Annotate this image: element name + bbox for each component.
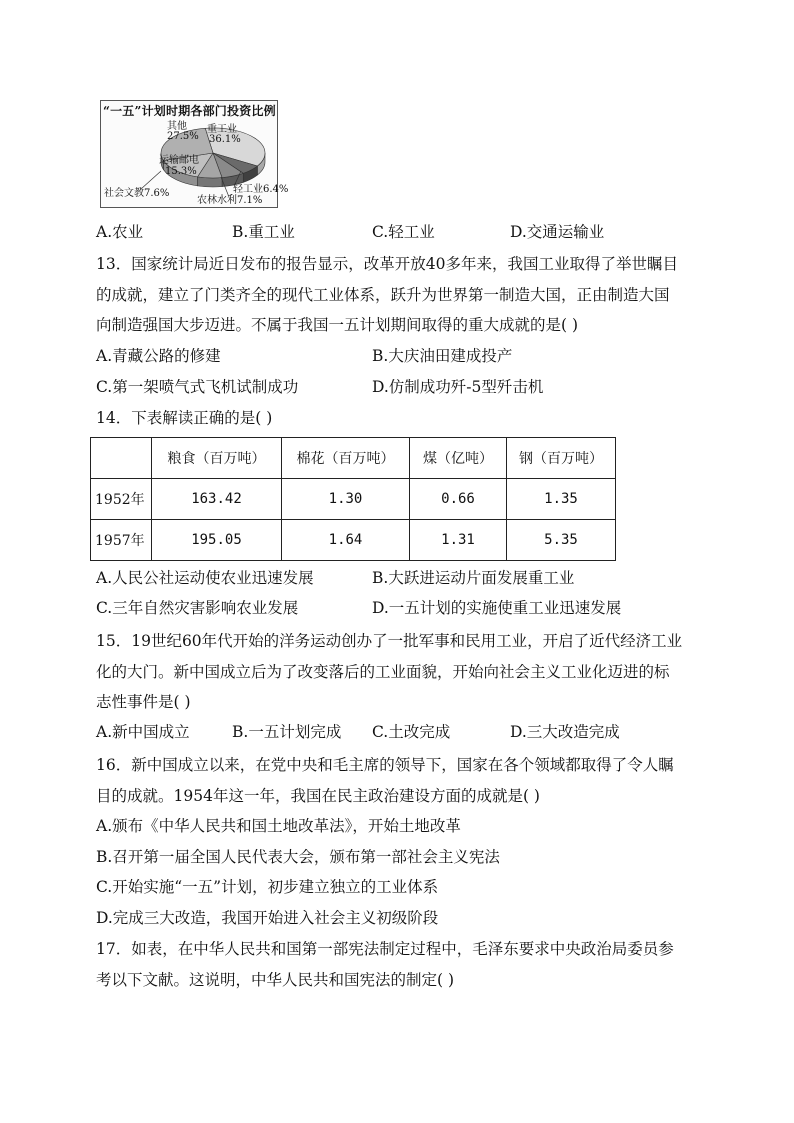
table-cell: 1.30 <box>282 479 410 520</box>
q14-option-c: C.三年自然灾害影响农业发展 <box>96 599 299 617</box>
table-header-cell: 粮食（百万吨） <box>152 438 282 479</box>
q16-option-d: D.完成三大改造，我国开始进入社会主义初级阶段 <box>96 909 439 927</box>
table-cell: 1.64 <box>282 520 410 561</box>
q14-option-b: B.大跃进运动片面发展重工业 <box>372 569 575 587</box>
q16-option-a: A.颁布《中华人民共和国土地改革法》，开始土地改革 <box>96 817 461 835</box>
table-cell-year: 1952年 <box>91 479 152 520</box>
q12-option-c: C.轻工业 <box>372 223 435 241</box>
q15-stem-line-3: 志性事件是( ) <box>96 693 191 711</box>
q13-option-c: C.第一架喷气式飞机试制成功 <box>96 378 299 396</box>
q15-option-b: B.一五计划完成 <box>232 723 342 741</box>
pie-label-other-value: 27.5% <box>167 131 199 142</box>
table-row <box>91 479 616 520</box>
q12-option-d: D.交通运输业 <box>510 223 605 241</box>
table-header-cell: 煤（亿吨） <box>410 438 507 479</box>
pie-label-culture: 社会文教7.6% <box>104 188 170 199</box>
pie-label-light: 轻工业6.4% <box>233 184 289 195</box>
q17-stem-line-1: 17．如表，在中华人民共和国第一部宪法制定过程中，毛泽东要求中央政治局委员参 <box>96 940 674 958</box>
production-table <box>90 437 616 561</box>
q16-option-c: C.开始实施“一五”计划，初步建立独立的工业体系 <box>96 878 439 896</box>
q14-option-a: A.人民公社运动使农业迅速发展 <box>96 569 314 587</box>
q13-stem-line-1: 13．国家统计局近日发布的报告显示，改革开放40多年来，我国工业取得了举世瞩目 <box>96 255 678 273</box>
table-cell: 1.31 <box>410 520 507 561</box>
table-header-row <box>91 438 616 479</box>
table-cell: 5.35 <box>507 520 616 561</box>
pie-label-heavy-value: 36.1% <box>209 134 241 145</box>
q17-stem-line-2: 考以下文献。这说明，中华人民共和国宪法的制定( ) <box>96 971 455 989</box>
q16-stem-line-2: 目的成就。1954年这一年，我国在民主政治建设方面的成就是( ) <box>96 787 540 805</box>
q13-option-a: A.青藏公路的修建 <box>96 347 221 365</box>
pie-label-transport-value: 15.3% <box>165 166 197 177</box>
q16-stem-line-1: 16．新中国成立以来，在党中央和毛主席的领导下，国家在各个领域都取得了令人瞩 <box>96 756 674 774</box>
table-cell: 1.35 <box>507 479 616 520</box>
q13-stem-line-3: 向制造强国大步迈进。不属于我国一五计划期间取得的重大成就的是( ) <box>96 316 579 334</box>
table-cell: 195.05 <box>152 520 282 561</box>
q15-stem-line-1: 15．19世纪60年代开始的洋务运动创办了一批军事和民用工业，开启了近代经济工业 <box>96 632 683 650</box>
pie-label-heavy-name: 重工业 <box>207 124 237 135</box>
q15-option-d: D.三大改造完成 <box>510 723 620 741</box>
table-header-cell: 钢（百万吨） <box>507 438 616 479</box>
q15-option-a: A.新中国成立 <box>96 723 190 741</box>
q12-option-b: B.重工业 <box>232 223 295 241</box>
table-cell: 163.42 <box>152 479 282 520</box>
q13-stem-line-2: 的成就，建立了门类齐全的现代工业体系，跃升为世界第一制造大国，正由制造大国 <box>96 286 670 304</box>
q14-option-d: D.一五计划的实施使重工业迅速发展 <box>372 599 622 617</box>
table-header-cell: 棉花（百万吨） <box>282 438 410 479</box>
table-cell: 0.66 <box>410 479 507 520</box>
q13-option-b: B.大庆油田建成投产 <box>372 347 513 365</box>
q15-stem-line-2: 化的大门。新中国成立后为了改变落后的工业面貌，开始向社会主义工业化迈进的标 <box>96 663 670 681</box>
q13-option-d: D.仿制成功歼-5型歼击机 <box>372 378 544 396</box>
table-row <box>91 520 616 561</box>
q16-option-b: B.召开第一届全国人民代表大会，颁布第一部社会主义宪法 <box>96 848 500 866</box>
pie-label-agri: 农林水利7.1% <box>197 195 263 206</box>
table-cell-year: 1957年 <box>91 520 152 561</box>
investment-pie-figure <box>100 100 289 208</box>
pie-leader-line <box>141 171 161 189</box>
q12-option-a: A.农业 <box>96 223 144 241</box>
pie-title: “一五”计划时期各部门投资比例 <box>103 104 276 118</box>
q14-stem: 14．下表解读正确的是( ) <box>96 409 273 427</box>
q15-option-c: C.土改完成 <box>372 723 451 741</box>
pie-slice-side <box>198 177 223 187</box>
pie-label-transport-name: 运输邮电 <box>159 155 199 166</box>
pie-label-other-name: 其他 <box>167 121 187 132</box>
table-header-cell <box>91 438 152 479</box>
